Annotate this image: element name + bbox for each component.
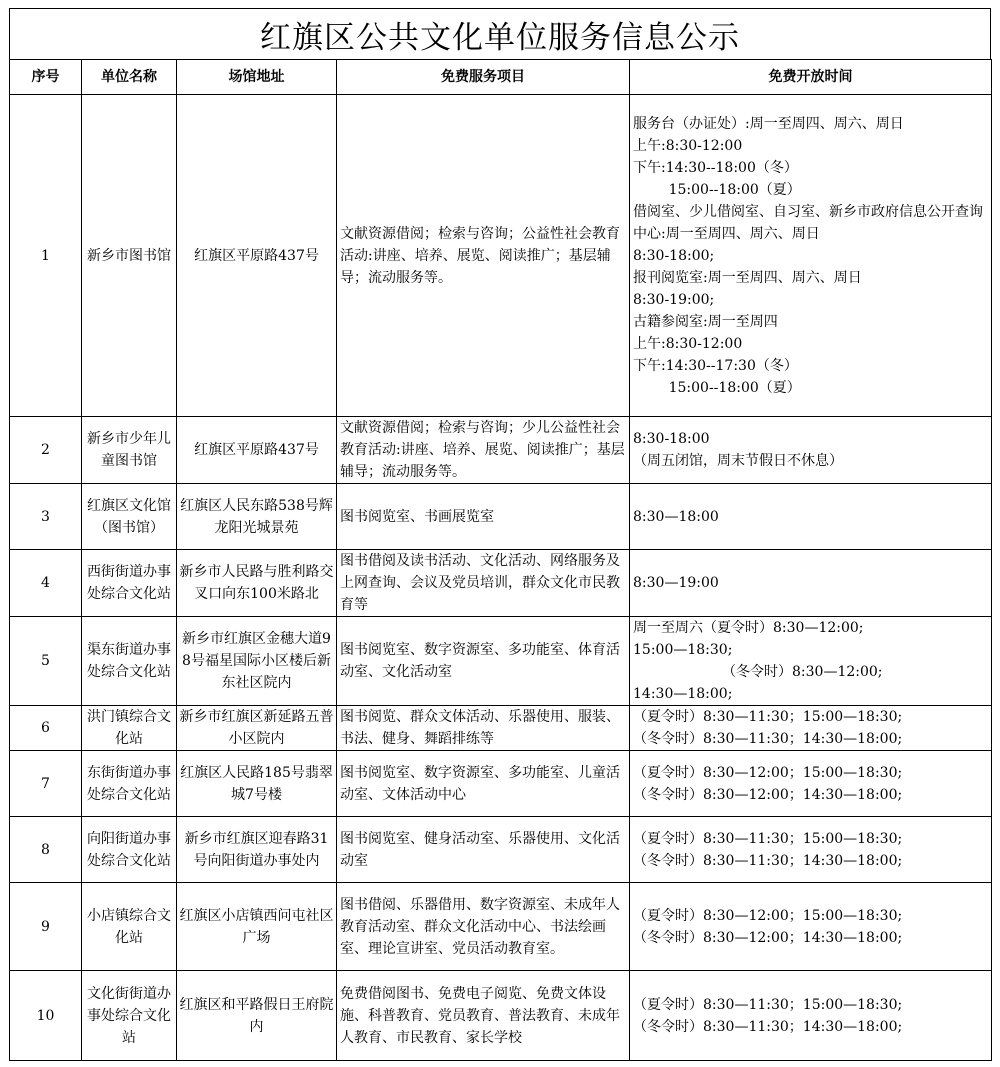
table-row [10,883,992,971]
row-no: 8 [10,817,82,883]
row-address: 红旗区平原路437号 [177,95,337,417]
row-services: 文献资源借阅；检索与咨询；少儿公益性社会教育活动:讲座、培养、展览、阅读推广；基层辅导；流动服务等。 [337,417,630,484]
row-no: 6 [10,706,82,751]
table-row [10,617,992,706]
table-header-row [10,60,992,95]
row-name: 渠东街道办事处综合文化站 [82,617,177,706]
row-no: 4 [10,550,82,617]
header-address: 场馆地址 [177,60,337,95]
row-services: 图书阅览室、数字资源室、多功能室、儿童活动室、文体活动中心 [337,751,630,817]
row-hours: （夏令时）8:30—11:30；15:00—18:30; （冬令时）8:30—11:30；14:30—18:00; [630,706,992,751]
row-services: 文献资源借阅；检索与咨询；公益性社会教育活动:讲座、培养、展览、阅读推广；基层辅导；流动服务等。 [337,95,630,417]
row-services: 图书借阅及读书活动、文化活动、网络服务及上网查询、会议及党员培训，群众文化市民教育等 [337,550,630,617]
row-no: 1 [10,95,82,417]
row-hours: （夏令时）8:30—12:00；15:00—18:30; （冬令时）8:30—12:00；14:30—18:00; [630,751,992,817]
row-hours: 周一至周六（夏令时）8:30—12:00; 15:00—18:30; （冬令时）8:30—12:00; 14:30—18:00; [630,617,992,706]
header-services: 免费服务项目 [337,60,630,95]
row-hours: 8:30—18:00 [630,484,992,550]
header-hours: 免费开放时间 [630,60,992,95]
row-hours: （夏令时）8:30—12:00；15:00—18:30; （冬令时）8:30—12:00；14:30—18:00; [630,883,992,971]
table-row [10,817,992,883]
row-hours: 8:30—19:00 [630,550,992,617]
row-services: 图书阅览室、书画展览室 [337,484,630,550]
table-row [10,751,992,817]
table-row [10,971,992,1061]
row-services: 免费借阅图书、免费电子阅览、免费文体设施、科普教育、党员教育、普法教育、未成年人教育、市民教育、家长学校 [337,971,630,1061]
table-row [10,95,992,417]
row-services: 图书阅览室、健身活动室、乐器使用、文化活动室 [337,817,630,883]
row-hours: （夏令时）8:30—11:30；15:00—18:30; （冬令时）8:30—11:30；14:30—18:00; [630,817,992,883]
table-row [10,484,992,550]
row-name: 西街街道办事处综合文化站 [82,550,177,617]
row-services: 图书借阅、乐器借用、数字资源室、未成年人教育活动室、群众文化活动中心、书法绘画室、理论宣讲室、党员活动教育室。 [337,883,630,971]
row-name: 向阳街道办事处综合文化站 [82,817,177,883]
row-hours: 服务台（办证处）:周一至周四、周六、周日 上午:8:30-12:00 下午:14:30--18:00（冬） 15:00--18:00（夏） 借阅室、少儿借阅室、自习室、新乡市政府信息公开查询中心:周一至周四、周六、周日 8:30-18:00; 报刊阅览室:周一至周四、周六、周日 8:30-19:00; 古籍参阅室:周一至周四 上午:8:30-12:00 下午:14:30--17:30（冬） 15:00--18:00（夏） [630,95,992,417]
page-title: 红旗区公共文化单位服务信息公示 [9,8,991,60]
row-hours: （夏令时）8:30—11:30；15:00—18:30; （冬令时）8:30—11:30；14:30—18:00; [630,971,992,1061]
row-no: 7 [10,751,82,817]
row-name: 洪门镇综合文化站 [82,706,177,751]
row-address: 新乡市红旗区金穗大道98号福星国际小区楼后新东社区院内 [177,617,337,706]
row-address: 红旗区人民东路538号辉龙阳光城景苑 [177,484,337,550]
row-services: 图书阅览、群众文体活动、乐器使用、服装、书法、健身、舞蹈排练等 [337,706,630,751]
row-no: 5 [10,617,82,706]
info-table [9,59,992,1061]
row-address: 新乡市红旗区迎春路31号向阳街道办事处内 [177,817,337,883]
row-name: 红旗区文化馆（图书馆） [82,484,177,550]
row-name: 新乡市图书馆 [82,95,177,417]
row-hours: 8:30-18:00 （周五闭馆，周末节假日不休息） [630,417,992,484]
row-name: 东街街道办事处综合文化站 [82,751,177,817]
row-address: 新乡市红旗区新延路五普小区院内 [177,706,337,751]
row-name: 小店镇综合文化站 [82,883,177,971]
table-row [10,706,992,751]
header-name: 单位名称 [82,60,177,95]
row-name: 文化街街道办事处综合文化站 [82,971,177,1061]
row-address: 红旗区和平路假日王府院内 [177,971,337,1061]
header-no: 序号 [10,60,82,95]
row-address: 红旗区平原路437号 [177,417,337,484]
row-address: 红旗区小店镇西问屯社区广场 [177,883,337,971]
row-no: 3 [10,484,82,550]
row-address: 红旗区人民路185号翡翠城7号楼 [177,751,337,817]
row-no: 9 [10,883,82,971]
row-no: 2 [10,417,82,484]
row-name: 新乡市少年儿童图书馆 [82,417,177,484]
table-row [10,550,992,617]
row-services: 图书阅览室、数字资源室、多功能室、体育活动室、文化活动室 [337,617,630,706]
table-row [10,417,992,484]
row-address: 新乡市人民路与胜利路交叉口向东100米路北 [177,550,337,617]
row-no: 10 [10,971,82,1061]
